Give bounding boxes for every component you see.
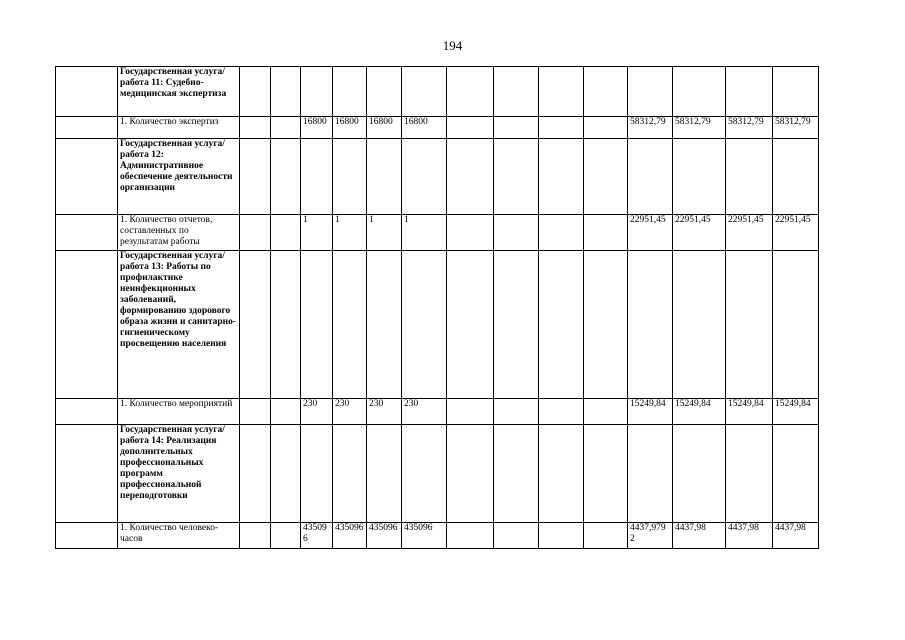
value-cell: 1 <box>333 215 367 251</box>
indicator-row <box>56 523 865 549</box>
value-cell <box>726 67 773 117</box>
value-cell <box>333 67 367 117</box>
value-cell: 1 <box>301 215 333 251</box>
value-cell: 15249,84 <box>773 399 819 425</box>
service-title: Государственная услуга/работа 14: Реализация дополнительных профессиональных программ профессиональной переподготовки <box>118 425 240 523</box>
value-cell: 22951,45 <box>773 215 819 251</box>
value-cell <box>271 117 301 139</box>
value-cell: 1 <box>402 215 447 251</box>
value-cell <box>539 523 584 549</box>
value-cell: 16800 <box>333 117 367 139</box>
value-cell <box>402 67 447 117</box>
value-cell <box>494 139 539 215</box>
value-cell <box>367 67 402 117</box>
indicator-name: 1. Количество отчетов, составленных по результатам работы <box>118 215 240 251</box>
indicator-name: 1. Количество мероприятий <box>118 399 240 425</box>
service-header-row <box>56 139 865 215</box>
value-cell <box>367 139 402 215</box>
value-cell: 58312,79 <box>628 117 673 139</box>
value-cell <box>333 139 367 215</box>
value-cell: 15249,84 <box>673 399 726 425</box>
value-cell <box>726 251 773 399</box>
value-cell <box>673 67 726 117</box>
value-cell: 22951,45 <box>726 215 773 251</box>
value-cell <box>333 251 367 399</box>
value-cell <box>673 139 726 215</box>
value-cell: 15249,84 <box>726 399 773 425</box>
value-cell: 58312,79 <box>726 117 773 139</box>
value-cell: 58312,79 <box>673 117 726 139</box>
value-cell: 435096 <box>301 523 333 549</box>
value-cell <box>773 251 819 399</box>
value-cell <box>271 425 301 523</box>
value-cell <box>773 425 819 523</box>
blank-cell <box>56 425 118 523</box>
value-cell <box>494 251 539 399</box>
indicator-row <box>56 215 865 251</box>
value-cell <box>494 67 539 117</box>
value-cell <box>402 139 447 215</box>
service-title: Государственная услуга/работа 12: Административное обеспечение деятельности организации <box>118 139 240 215</box>
services-table <box>55 66 865 549</box>
value-cell <box>726 139 773 215</box>
value-cell: 22951,45 <box>628 215 673 251</box>
value-cell <box>494 523 539 549</box>
value-cell <box>539 251 584 399</box>
value-cell: 1 <box>367 215 402 251</box>
value-cell <box>240 215 271 251</box>
value-cell <box>240 251 271 399</box>
value-cell <box>447 399 494 425</box>
indicator-name: 1. Количество экспертиз <box>118 117 240 139</box>
value-cell <box>584 117 628 139</box>
value-cell <box>402 425 447 523</box>
value-cell: 16800 <box>367 117 402 139</box>
value-cell: 4437,9792 <box>628 523 673 549</box>
value-cell <box>584 251 628 399</box>
value-cell <box>301 139 333 215</box>
indicator-row <box>56 117 865 139</box>
value-cell <box>539 117 584 139</box>
value-cell: 16800 <box>301 117 333 139</box>
value-cell: 15249,84 <box>628 399 673 425</box>
service-header-row <box>56 251 865 399</box>
value-cell <box>447 67 494 117</box>
value-cell <box>494 117 539 139</box>
blank-cell <box>56 117 118 139</box>
service-header-row <box>56 67 865 117</box>
value-cell <box>628 251 673 399</box>
value-cell <box>447 117 494 139</box>
blank-cell <box>56 215 118 251</box>
value-cell: 230 <box>301 399 333 425</box>
value-cell <box>301 67 333 117</box>
indicator-name: 1. Количество человеко-часов <box>118 523 240 549</box>
value-cell <box>673 251 726 399</box>
value-cell <box>539 425 584 523</box>
value-cell <box>539 67 584 117</box>
value-cell <box>240 139 271 215</box>
value-cell <box>333 425 367 523</box>
value-cell: 230 <box>333 399 367 425</box>
value-cell <box>367 251 402 399</box>
value-cell: 435096 <box>402 523 447 549</box>
value-cell <box>628 67 673 117</box>
value-cell <box>584 425 628 523</box>
blank-cell <box>56 139 118 215</box>
value-cell <box>539 399 584 425</box>
value-cell <box>673 425 726 523</box>
blank-cell <box>56 399 118 425</box>
value-cell <box>447 139 494 215</box>
value-cell: 435096 <box>367 523 402 549</box>
value-cell <box>584 215 628 251</box>
value-cell <box>773 139 819 215</box>
value-cell <box>271 215 301 251</box>
value-cell <box>447 523 494 549</box>
value-cell <box>271 251 301 399</box>
indicator-row <box>56 399 865 425</box>
value-cell <box>240 425 271 523</box>
value-cell <box>773 67 819 117</box>
value-cell <box>447 251 494 399</box>
service-header-row <box>56 425 865 523</box>
value-cell <box>447 215 494 251</box>
value-cell: 4437,98 <box>773 523 819 549</box>
value-cell <box>240 117 271 139</box>
value-cell <box>539 215 584 251</box>
value-cell <box>271 67 301 117</box>
value-cell <box>628 425 673 523</box>
value-cell <box>271 399 301 425</box>
value-cell <box>240 399 271 425</box>
value-cell <box>494 215 539 251</box>
service-title: Государственная услуга/работа 13: Работы по профилактике неинфекционных заболеваний, формированию здорового образа жизни и санитарно-гигиеническому просвещению населения <box>118 251 240 399</box>
value-cell: 230 <box>402 399 447 425</box>
value-cell <box>301 425 333 523</box>
value-cell <box>367 425 402 523</box>
blank-cell <box>56 523 118 549</box>
service-title: Государственная услуга/работа 11: Судебно-медицинская экспертиза <box>118 67 240 117</box>
value-cell <box>584 139 628 215</box>
value-cell <box>402 251 447 399</box>
value-cell <box>494 399 539 425</box>
blank-cell <box>56 251 118 399</box>
value-cell: 16800 <box>402 117 447 139</box>
value-cell: 58312,79 <box>773 117 819 139</box>
value-cell: 435096 <box>333 523 367 549</box>
value-cell: 22951,45 <box>673 215 726 251</box>
value-cell <box>447 425 494 523</box>
value-cell <box>628 139 673 215</box>
blank-cell <box>56 67 118 117</box>
page-number: 194 <box>442 38 463 53</box>
value-cell <box>584 67 628 117</box>
value-cell: 4437,98 <box>726 523 773 549</box>
value-cell: 230 <box>367 399 402 425</box>
value-cell <box>584 523 628 549</box>
value-cell <box>494 425 539 523</box>
value-cell <box>240 67 271 117</box>
value-cell <box>584 399 628 425</box>
value-cell: 4437,98 <box>673 523 726 549</box>
value-cell <box>539 139 584 215</box>
value-cell <box>240 523 271 549</box>
value-cell <box>271 139 301 215</box>
value-cell <box>271 523 301 549</box>
value-cell <box>726 425 773 523</box>
value-cell <box>301 251 333 399</box>
